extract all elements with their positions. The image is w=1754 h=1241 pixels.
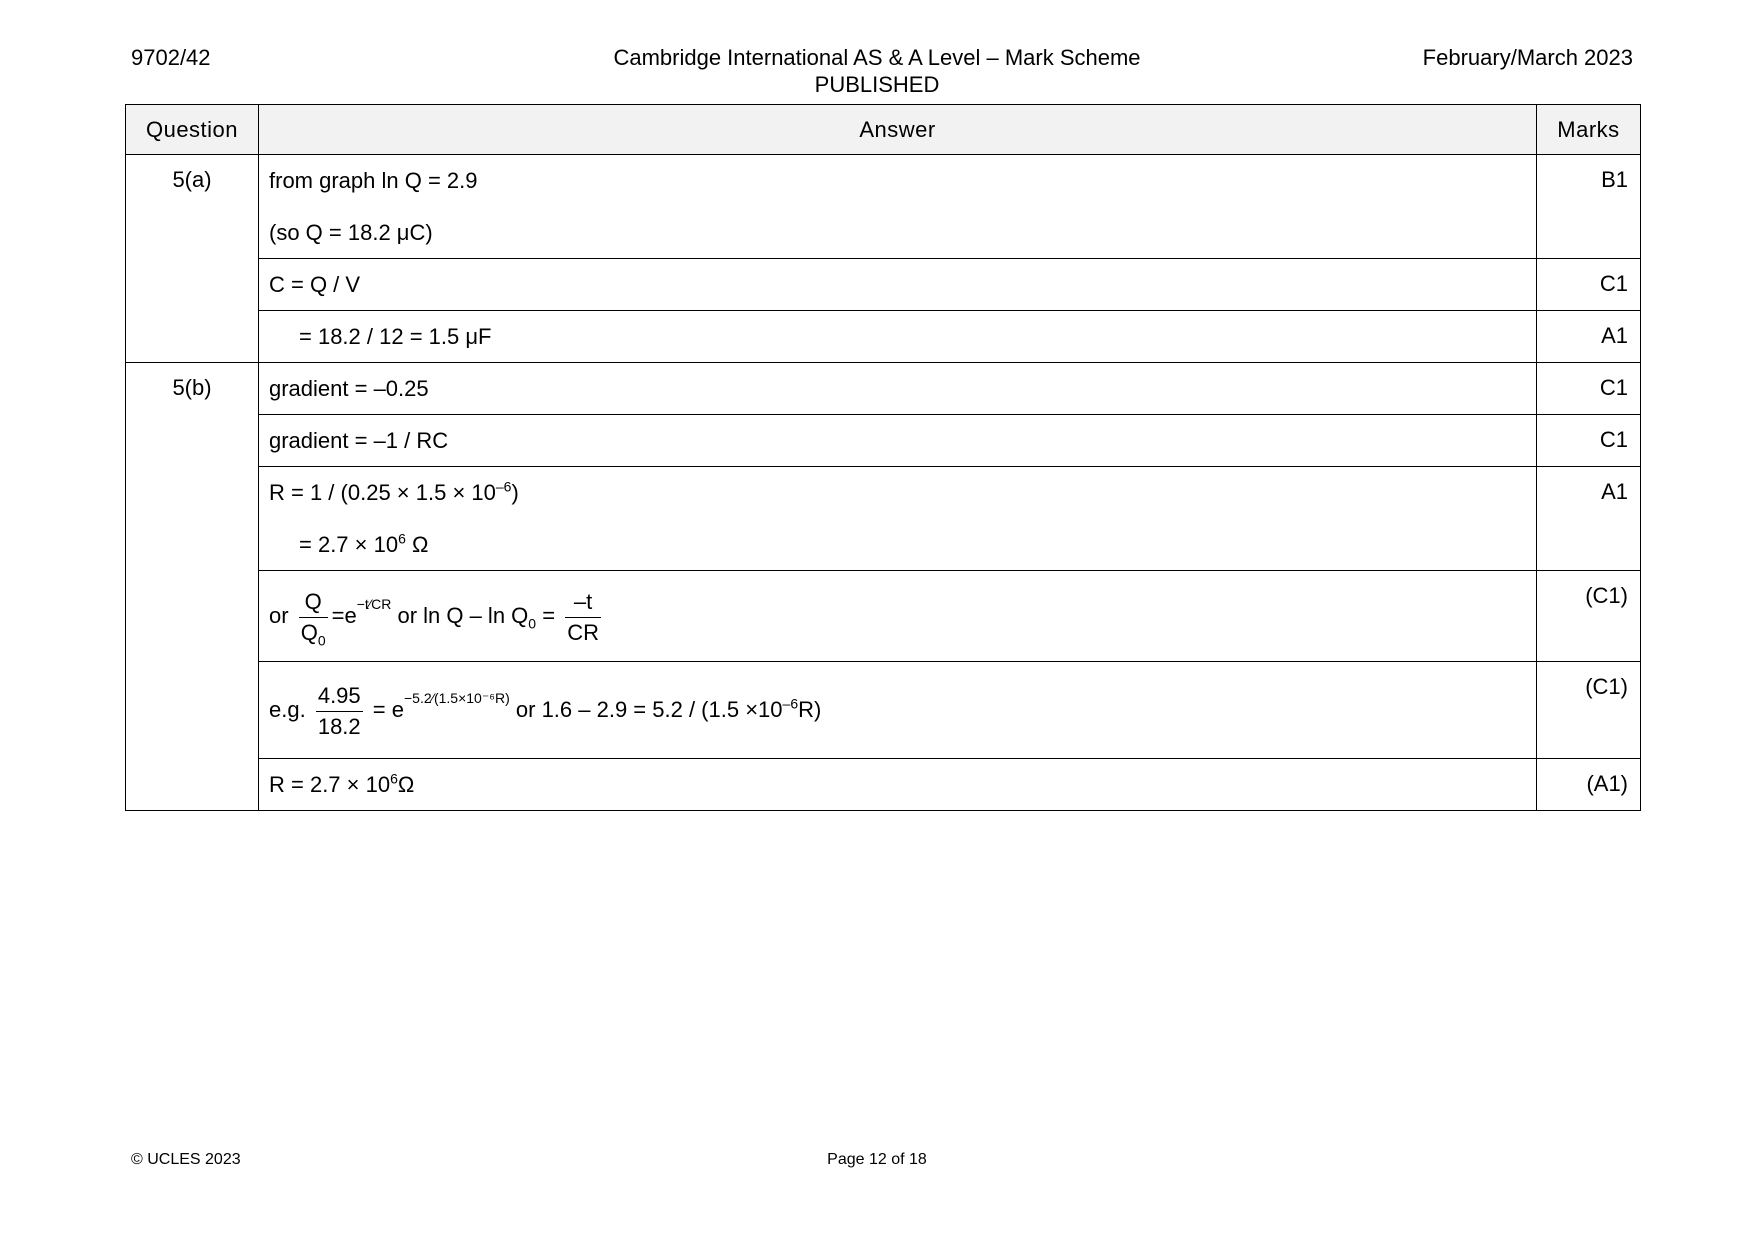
fraction [316,683,363,740]
table-row [126,311,1641,363]
exponent: 6 [398,530,406,547]
exponent: 6 [390,770,398,787]
column-header-marks: Marks [1537,105,1641,155]
fraction-numerator: –t [565,589,601,618]
table-row [126,415,1641,467]
column-header-answer: Answer [259,105,1537,155]
mark-cell: (A1) [1537,759,1641,811]
question-number: 5(a) [126,155,259,363]
answer-cell [259,311,1537,363]
mark-cell: A1 [1537,467,1641,571]
expression-text: R = 1 / (0.25 × 1.5 × 10 [269,480,496,505]
question-number: 5(b) [126,363,259,811]
table-row [126,259,1641,311]
expression-text: R) [798,697,822,722]
expression-text: Ω [397,772,415,797]
copyright-notice: © UCLES 2023 [131,1151,241,1168]
document-subtitle: PUBLISHED [814,72,940,97]
mark-cell: B1 [1537,155,1641,259]
exponent: –6 [495,478,512,495]
table-row [126,363,1641,415]
document-title: Cambridge International AS & A Level – Mark Scheme [613,45,1141,70]
answer-cell [259,571,1537,662]
expression-text: R = 2.7 × 10 [269,772,391,797]
expression-text: = e [372,697,404,722]
expression-text: or [269,603,289,628]
fraction [299,588,328,649]
table-row [126,155,1641,259]
fraction-numerator: Q [299,589,328,618]
fraction-denominator [299,618,328,649]
answer-line: from graph ln Q = 2.9 [269,168,478,193]
table-row [126,662,1641,759]
expression-text: or 1.6 – 2.9 = 5.2 / (1.5 ×10 [515,697,783,722]
answer-line [269,519,1536,570]
answer-line [269,571,1536,661]
answer-line [269,759,1536,810]
subscript: 0 [317,632,326,649]
table-row [126,467,1641,571]
page-number: Page 12 of 18 [827,1151,927,1168]
answer-cell [259,467,1537,571]
paper-code: 9702/42 [131,45,211,70]
mark-cell: A1 [1537,311,1641,363]
subscript: 0 [528,615,537,632]
answer-line: (so Q = 18.2 μC) [269,220,433,245]
mark-cell: C1 [1537,415,1641,467]
exponent: −5.2⁄(1.5×10⁻⁶R) [403,690,510,706]
expression-text: Ω [405,532,429,557]
expression-text: = [536,603,556,628]
table-row [126,759,1641,811]
answer-cell [259,363,1537,415]
exponent: −t⁄CR [356,596,392,612]
answer-cell [259,155,1537,259]
expression-text: =e [331,603,357,628]
answer-line: C = Q / V [269,272,361,297]
expression-text: Q [300,619,318,645]
table-header-row [126,105,1641,155]
answer-line [269,662,1536,758]
mark-cell: (C1) [1537,662,1641,759]
answer-cell [259,415,1537,467]
answer-line: = 18.2 / 12 = 1.5 μF [299,324,492,349]
mark-scheme-table [125,104,1641,811]
expression-text: or ln Q – ln Q [397,603,529,628]
answer-line: gradient = –0.25 [269,376,429,401]
answer-cell [259,259,1537,311]
mark-cell: (C1) [1537,571,1641,662]
mark-cell: C1 [1537,259,1641,311]
column-header-question: Question [126,105,259,155]
mark-cell: C1 [1537,363,1641,415]
expression-text: ) [511,480,519,505]
fraction-denominator: 18.2 [317,713,361,739]
fraction-numerator: 4.95 [316,683,363,712]
exponent: –6 [782,695,799,712]
expression-text: = 2.7 × 10 [299,532,399,557]
fraction [565,589,601,646]
expression-text: e.g. [269,697,306,722]
exam-session: February/March 2023 [1422,45,1633,70]
answer-cell [259,662,1537,759]
table-row [126,571,1641,662]
answer-line: gradient = –1 / RC [269,428,449,453]
answer-line [269,467,1536,519]
fraction-denominator: CR [567,619,599,645]
answer-cell [259,759,1537,811]
